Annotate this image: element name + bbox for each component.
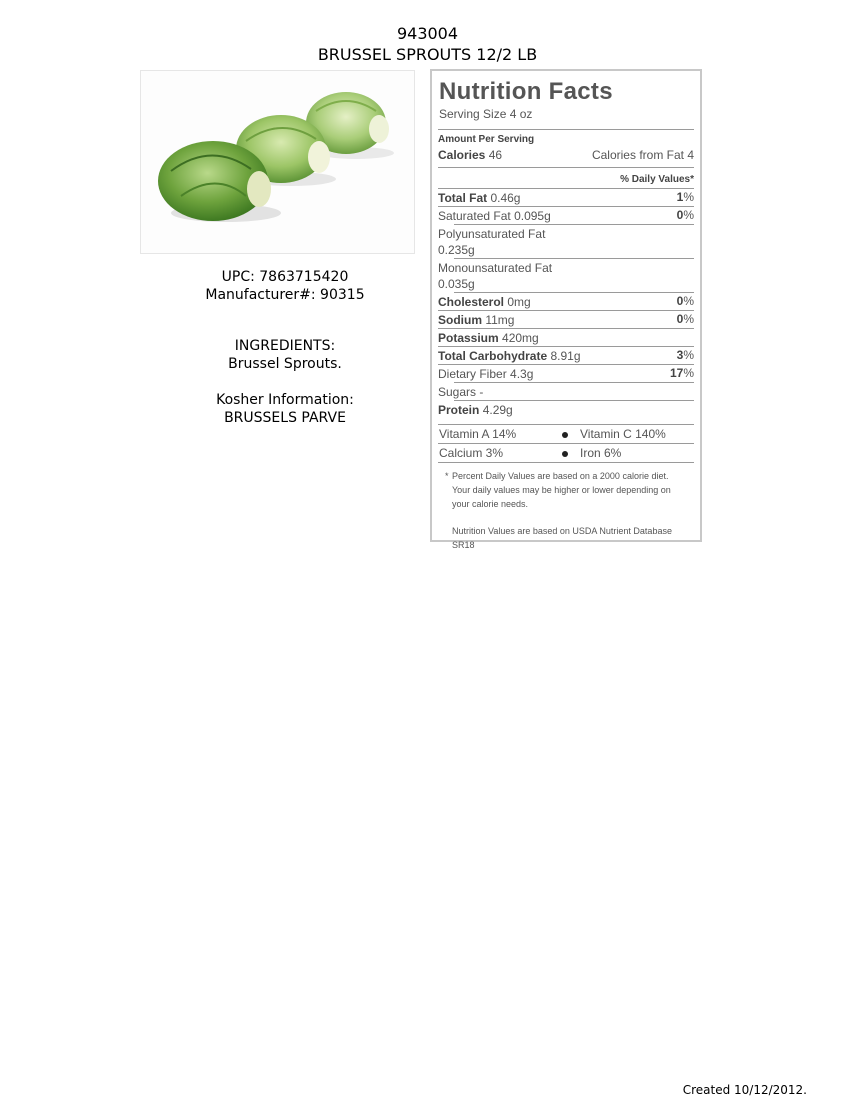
footnote-line-2: Your daily values may be higher or lower depending on [452, 485, 671, 495]
nutrient-amount: 11mg [485, 313, 515, 327]
nutrient-daily-percent: 3% [676, 348, 694, 362]
nutrient-label: Dietary Fiber [438, 367, 507, 381]
nutrient-row [438, 189, 694, 206]
nutrient-row [438, 207, 694, 224]
daily-values-header: % Daily Values* [620, 174, 694, 185]
nutrient-label: Total Fat [438, 191, 488, 205]
nutrient-row [438, 225, 694, 258]
nutrient-daily-percent: 0% [676, 208, 694, 222]
percent-value: 1 [676, 190, 684, 204]
footnote-star: * [445, 471, 449, 481]
percent-value: 0 [676, 294, 684, 308]
nutrient-amount: 4.29g [482, 403, 513, 417]
calories-row [438, 147, 694, 163]
nutrient-label: Total Carbohydrate [438, 349, 548, 363]
product-codes [140, 268, 430, 304]
calories-label: Calories [438, 148, 486, 162]
nutrient-amount: 0.095g [514, 209, 551, 223]
nutrition-title: Nutrition Facts [439, 78, 613, 105]
vitamin-c: Vitamin C 140% [580, 427, 666, 441]
product-name: BRUSSEL SPROUTS 12/2 LB [317, 45, 538, 64]
iron: Iron 6% [580, 446, 622, 460]
nutrient-label: Monounsaturated Fat [438, 261, 553, 275]
footnote-line-1: Percent Daily Values are based on a 2000 calorie diet. [452, 471, 669, 481]
bullet-icon [562, 451, 568, 457]
nutrient-amount: 0.46g [490, 191, 521, 205]
nutrient-amount: 0mg [507, 295, 531, 309]
nutrient-row [438, 293, 694, 310]
nutrient-row [438, 259, 694, 292]
upc: UPC: 7863715420 [221, 269, 349, 285]
calories-from-fat: Calories from Fat 4 [591, 148, 694, 162]
ingredients-label: INGREDIENTS: [234, 338, 336, 354]
nutrient-amount: 4.3g [510, 367, 534, 381]
nutrient-label: Sodium [438, 313, 482, 327]
nutrient-daily-percent: 0% [676, 294, 694, 308]
vitamin-a: Vitamin A 14% [439, 427, 517, 441]
nutrient-daily-percent: 17% [669, 366, 694, 380]
product-image [140, 70, 415, 254]
nutrient-row [438, 383, 694, 400]
kosher-section [140, 391, 430, 427]
amount-per-serving: Amount Per Serving [438, 134, 535, 145]
bullet-icon [562, 432, 568, 438]
manufacturer-number: Manufacturer#: 90315 [205, 287, 365, 303]
nutrient-daily-percent: 0% [676, 312, 694, 326]
percent-value: 0 [676, 312, 684, 326]
percent-value: 3 [676, 348, 684, 362]
vitamin-row-1 [438, 425, 694, 443]
kosher-text: BRUSSELS PARVE [224, 410, 346, 426]
footnote-line-4: Nutrition Values are based on USDA Nutrient Database [452, 526, 672, 536]
nutrient-amount: 0.235g [438, 243, 475, 257]
vitamin-row-2 [438, 444, 694, 462]
nutrient-label: Cholesterol [438, 295, 505, 309]
footnote-line-3: your calorie needs. [452, 499, 529, 509]
nutrient-row [438, 365, 694, 382]
nutrient-list [438, 189, 694, 418]
calories-value: 46 [488, 148, 503, 162]
nutrition-facts-panel [430, 69, 702, 550]
percent-value: 0 [676, 208, 684, 222]
footnote-line-5: SR18 [452, 540, 475, 550]
nutrient-label: Protein [438, 403, 480, 417]
nutrient-row [438, 311, 694, 328]
percent-value: 17 [669, 366, 684, 380]
page-header [0, 23, 850, 65]
item-number: 943004 [396, 24, 459, 43]
nutrient-amount: 0.035g [438, 277, 475, 291]
nutrient-row [438, 401, 694, 418]
nutrient-amount: 420mg [502, 331, 539, 345]
nutrient-row [438, 347, 694, 364]
nutrient-label: Sugars [438, 385, 477, 399]
nutrient-label: Saturated Fat [438, 209, 511, 223]
serving-size: Serving Size 4 oz [439, 107, 533, 121]
created-date: Created 10/12/2012. [682, 1083, 807, 1097]
nutrient-row [438, 329, 694, 346]
nutrient-label: Potassium [438, 331, 499, 345]
calcium: Calcium 3% [439, 446, 504, 460]
footnote [438, 469, 694, 552]
nutrient-daily-percent: 1% [676, 190, 694, 204]
kosher-label: Kosher Information: [216, 392, 354, 408]
ingredients-section [140, 337, 430, 373]
ingredients-text: Brussel Sprouts. [228, 356, 342, 372]
nutrient-label: Polyunsaturated Fat [438, 227, 546, 241]
nutrient-amount: 8.91g [550, 349, 581, 363]
nutrient-amount: - [479, 385, 484, 399]
